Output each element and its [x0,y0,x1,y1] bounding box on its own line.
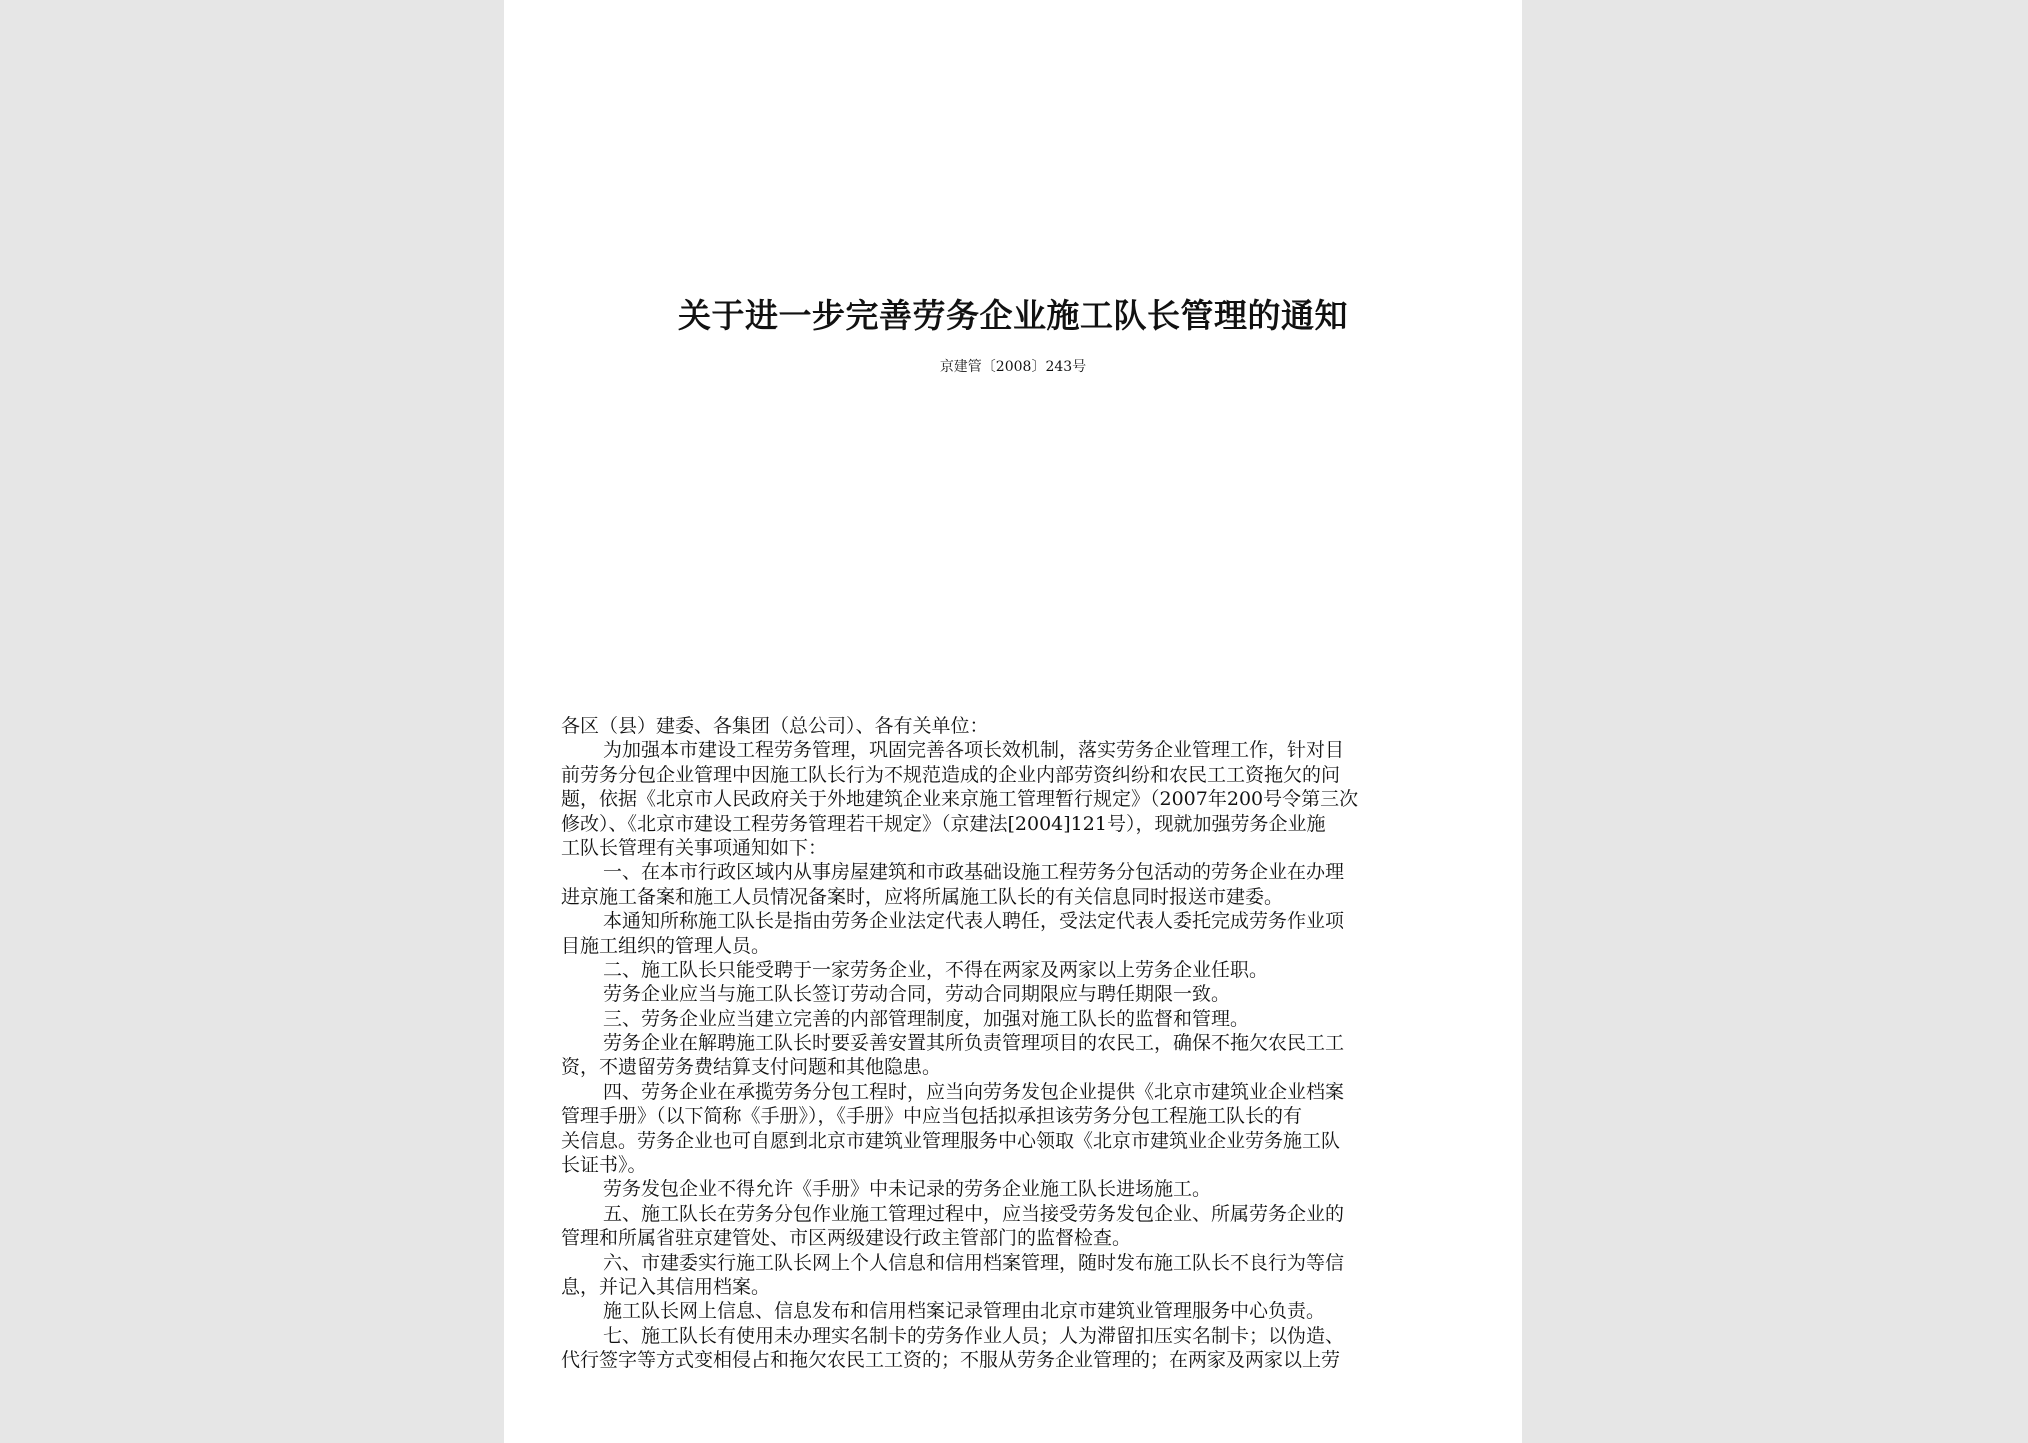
body-text-line: 息，并记入其信用档案。 [561,1275,771,1298]
body-text-line: 六、市建委实行施工队长网上个人信息和信用档案管理，随时发布施工队长不良行为等信 [603,1251,1345,1274]
body-text-line: 工队长管理有关事项通知如下： [561,836,828,859]
body-text-line: 进京施工备案和施工人员情况备案时，应将所属施工队长的有关信息同时报送市建委。 [561,885,1284,908]
body-text-line: 管理和所属省驻京建管处、市区两级建设行政主管部门的监督检查。 [561,1227,1132,1250]
body-text-line: 修改）、《北京市建设工程劳务管理若干规定》（京建法[2004]121号），现就加强劳务企业施 [561,812,1326,835]
body-text-line: 劳务企业在解聘施工队长时要妥善安置其所负责管理项目的农民工，确保不拖欠农民工工 [603,1032,1345,1055]
body-text-line: 施工队长网上信息、信息发布和信用档案记录管理由北京市建筑业管理服务中心负责。 [603,1300,1326,1323]
body-text-line: 七、施工队长有使用未办理实名制卡的劳务作业人员；人为滞留扣压实名制卡；以伪造、 [603,1324,1345,1347]
body-text-line: 管理手册》（以下简称《手册》），《手册》中应当包括拟承担该劳务分包工程施工队长的有 [561,1105,1303,1128]
document-page [504,0,1522,1443]
body-text-line: 劳务企业应当与施工队长签订劳动合同，劳动合同期限应与聘任期限一致。 [603,983,1231,1006]
document-title: 关于进一步完善劳务企业施工队长管理的通知 [678,296,1348,335]
document-number: 京建管〔2008〕243号 [939,359,1087,375]
body-text-line: 长证书》。 [561,1154,647,1177]
body-text-line: 一、在本市行政区域内从事房屋建筑和市政基础设施工程劳务分包活动的劳务企业在办理 [603,861,1345,884]
body-text-line: 资，不遗留劳务费结算支付问题和其他隐患。 [561,1056,942,1079]
salutation-line: 各区（县）建委、各集团（总公司）、各有关单位： [561,715,989,737]
body-text-line: 本通知所称施工队长是指由劳务企业法定代表人聘任，受法定代表人委托完成劳务作业项 [603,910,1345,933]
body-text-line: 目施工组织的管理人员。 [561,934,771,957]
body-text-line: 四、劳务企业在承揽劳务分包工程时，应当向劳务发包企业提供《北京市建筑业企业档案 [603,1080,1345,1103]
body-text-line: 劳务发包企业不得允许《手册》中未记录的劳务企业施工队长进场施工。 [603,1178,1212,1201]
document-body [561,714,1461,1373]
body-text-line: 代行签字等方式变相侵占和拖欠农民工工资的；不服从劳务企业管理的；在两家及两家以上劳 [561,1349,1341,1372]
body-text-line: 前劳务分包企业管理中因施工队长行为不规范造成的企业内部劳资纠纷和农民工工资拖欠的问 [561,763,1341,786]
body-text-line: 题，依据《北京市人民政府关于外地建筑企业来京施工管理暂行规定》（2007年200号令第三次 [561,788,1359,811]
body-text-line: 五、施工队长在劳务分包作业施工管理过程中，应当接受劳务发包企业、所属劳务企业的 [603,1202,1345,1225]
body-text-line: 关信息。劳务企业也可自愿到北京市建筑业管理服务中心领取《北京市建筑业企业劳务施工队 [561,1129,1341,1152]
body-text-line: 为加强本市建设工程劳务管理，巩固完善各项长效机制，落实劳务企业管理工作，针对目 [603,739,1345,762]
body-text-line: 三、劳务企业应当建立完善的内部管理制度，加强对施工队长的监督和管理。 [603,1007,1250,1030]
body-text-line: 二、施工队长只能受聘于一家劳务企业，不得在两家及两家以上劳务企业任职。 [603,958,1269,981]
